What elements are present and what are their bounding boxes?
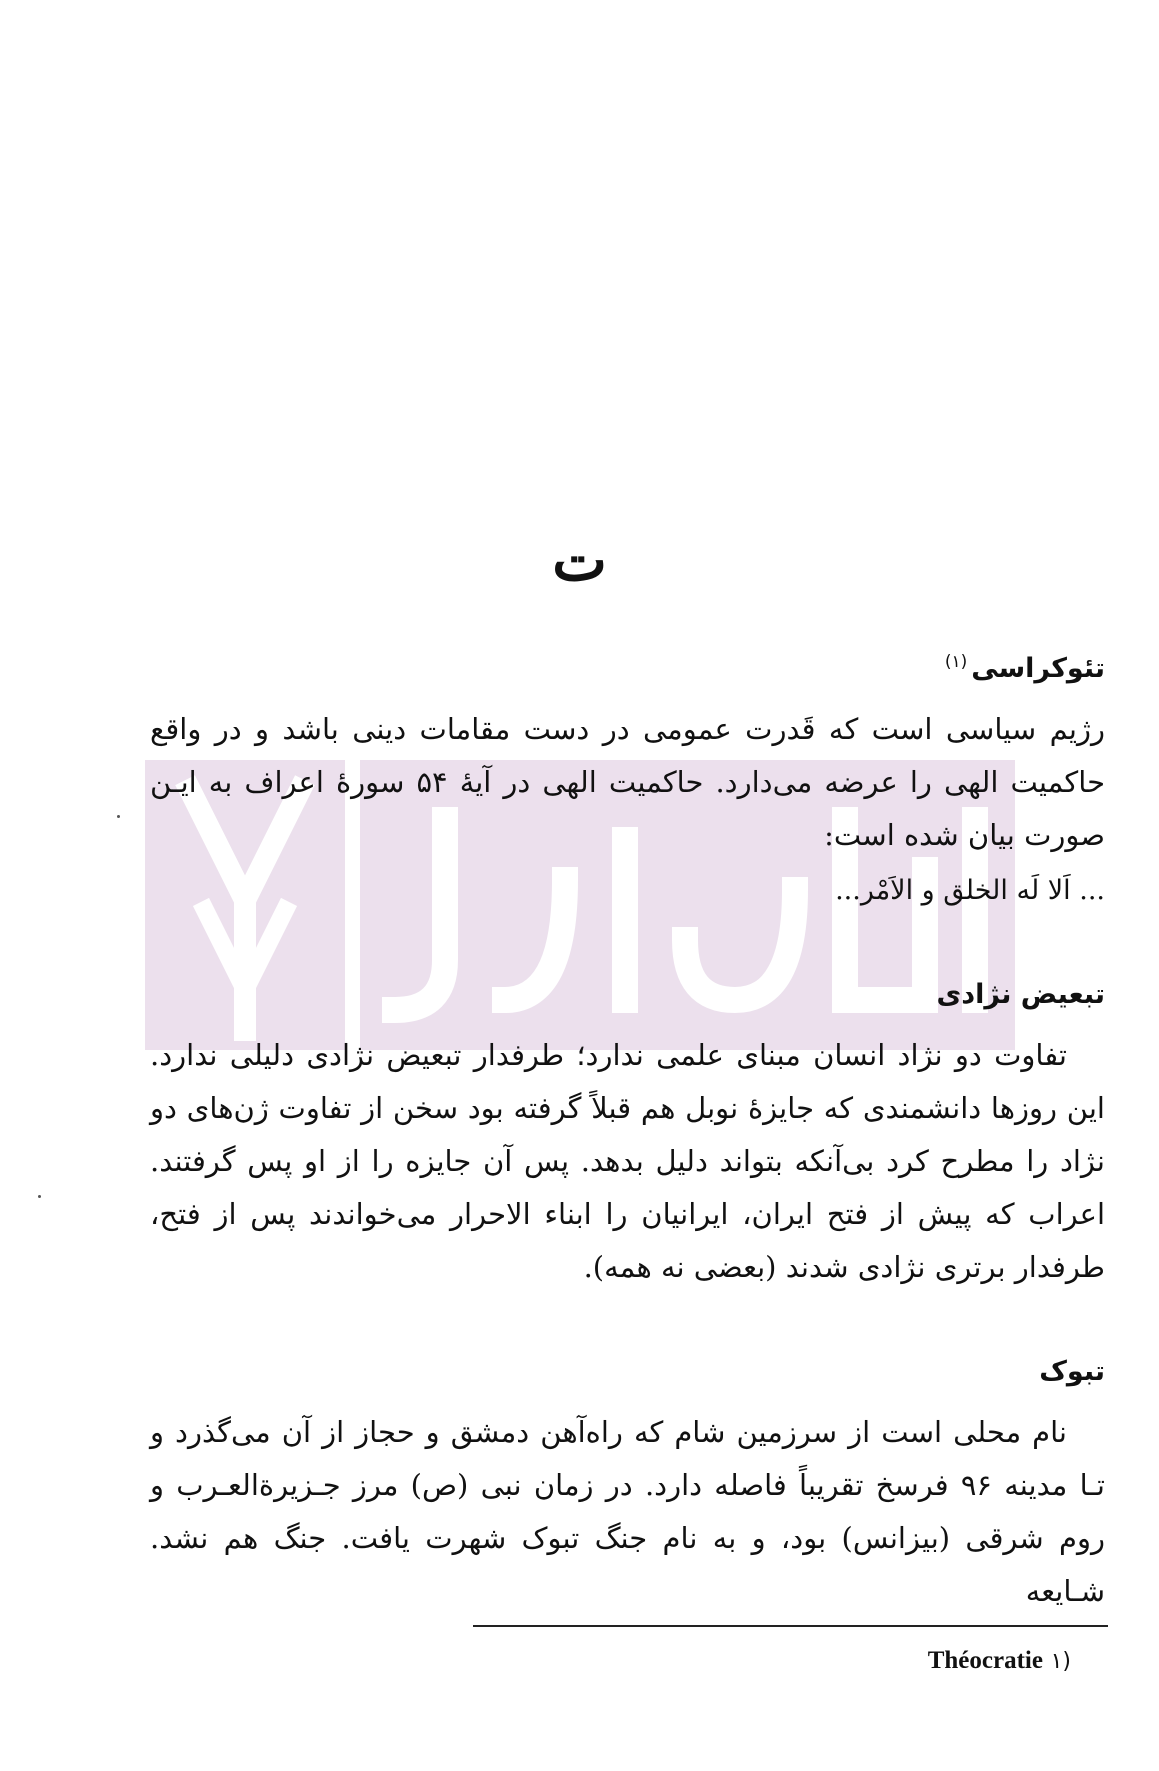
- entry-heading: تبعیض نژادی: [936, 979, 1105, 1010]
- footnote-divider: [473, 1625, 1108, 1627]
- entry-racial-discrimination: [150, 975, 1105, 1294]
- footnote: [928, 1640, 1071, 1682]
- entry-heading-text: تئوکراسی: [971, 653, 1105, 684]
- entry-theocracy: [150, 642, 1105, 916]
- footnote-marker: (۱): [944, 652, 968, 672]
- footnote-number: (۱: [1050, 1649, 1071, 1674]
- entry-heading: [150, 642, 1105, 689]
- quran-quote: ... اَلا لَه الخلق و الاَمْر...: [835, 875, 1105, 906]
- scan-speck: [38, 1195, 41, 1198]
- entry-paragraph: رژیم سیاسی است که قَدرت عمومی در دست مقامات دینی باشد و در واقع حاکمیت الهی را عرضه می‌دارد. حاکمیت الهی در آیهٔ ۵۴ سورهٔ اعراف به ایـن صورت بیان شده است:: [150, 712, 1106, 852]
- entry-heading: تبوک: [1039, 1356, 1105, 1387]
- footnote-term: Théocratie: [927, 1647, 1043, 1674]
- scan-speck: [117, 815, 120, 818]
- entry-tabuk: [150, 1352, 1105, 1618]
- chapter-letter: ت: [552, 526, 607, 594]
- entry-paragraph: تفاوت دو نژاد انسان مبنای علمی ندارد؛ طرفدار تبعیض نژادی دلیلی ندارد. این روزها دانشمندی که جایزهٔ نوبل هم قبلاً گرفته بود سخن از تفاوت ژن‌های دو نژاد را مطرح کرد بی‌آنکه بتواند دلیل بدهد. پس آن جایزه را از او پس گرفتند. اعراب که پیش از فتح ایران، ایرانیان را ابناء الاحرار می‌خواندند پس از فتح، طرفدار برتری نژادی شدند (بعضی نه همه).: [150, 1038, 1105, 1284]
- entry-paragraph: نام محلی است از سرزمین شام که راه‌آهن دمشق و حجاز از آن می‌گذرد و تـا مدینه ۹۶ فرسخ تقریباً فاصله دارد. در زمان نبی (ص) مرز جـزیرةالعـرب و روم شرقی (بیزانس) بود، و به نام جنگ تبوک شهرت یافت. جنگ هم نشد. شـایعه: [150, 1415, 1105, 1608]
